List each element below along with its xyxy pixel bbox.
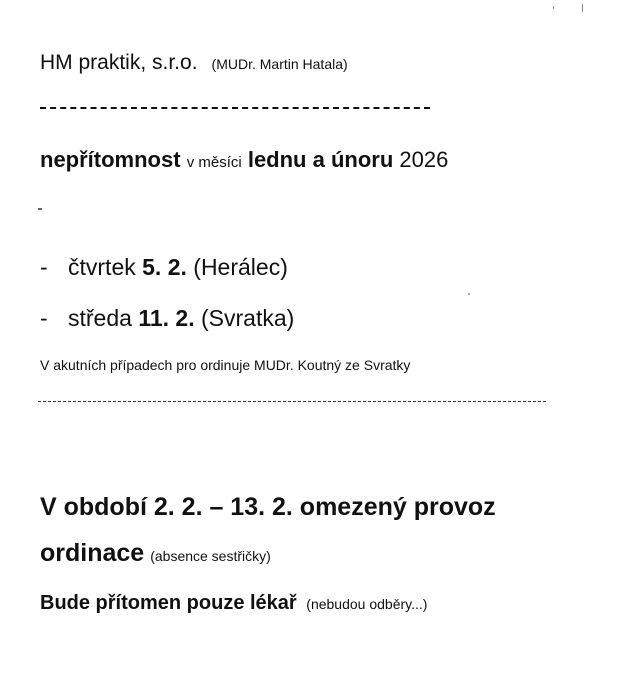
company-name: HM praktik, s.r.o. [40, 51, 198, 74]
absence-year: 2026 [399, 147, 449, 172]
doctor-only-text: Bude přítomen pouze lékař [40, 592, 297, 614]
list-item [40, 256, 288, 279]
list-place: (Herálec) [193, 254, 288, 280]
scan-speck [582, 4, 583, 12]
list-dash: - [40, 305, 48, 331]
list-day: středa [68, 305, 132, 331]
absence-word: nepřítomnost [40, 147, 181, 172]
scan-mark [38, 208, 42, 210]
doctor-only-notice [40, 593, 427, 613]
ordinace-word: ordinace [40, 539, 145, 567]
acute-cases-note: V akutních případech pro ordinuje MUDr. Koutný ze Svratky [40, 357, 411, 373]
limited-operation-heading-cont [40, 541, 271, 566]
limited-operation-heading: V období 2. 2. – 13. 2. omezený provoz [40, 493, 496, 521]
list-day: čtvrtek [68, 254, 136, 280]
no-sampling-note: (nebudou odběry...) [306, 596, 428, 612]
doctor-name: (MUDr. Martin Hatala) [211, 56, 348, 72]
scan-speck [553, 6, 554, 9]
absence-heading [40, 149, 448, 171]
header-separator [40, 107, 430, 109]
list-date: 5. 2. [142, 254, 187, 280]
list-item [40, 307, 294, 330]
practice-header [40, 52, 348, 73]
scan-speck [468, 293, 470, 295]
absence-months: lednu a únoru [247, 147, 394, 172]
list-place: (Svratka) [201, 305, 295, 331]
nurse-absence-note: (absence sestřičky) [150, 548, 271, 564]
in-month-word: v měsíci [186, 154, 242, 171]
section-separator [38, 401, 546, 402]
list-date: 11. 2. [138, 305, 195, 331]
list-dash: - [40, 254, 48, 280]
